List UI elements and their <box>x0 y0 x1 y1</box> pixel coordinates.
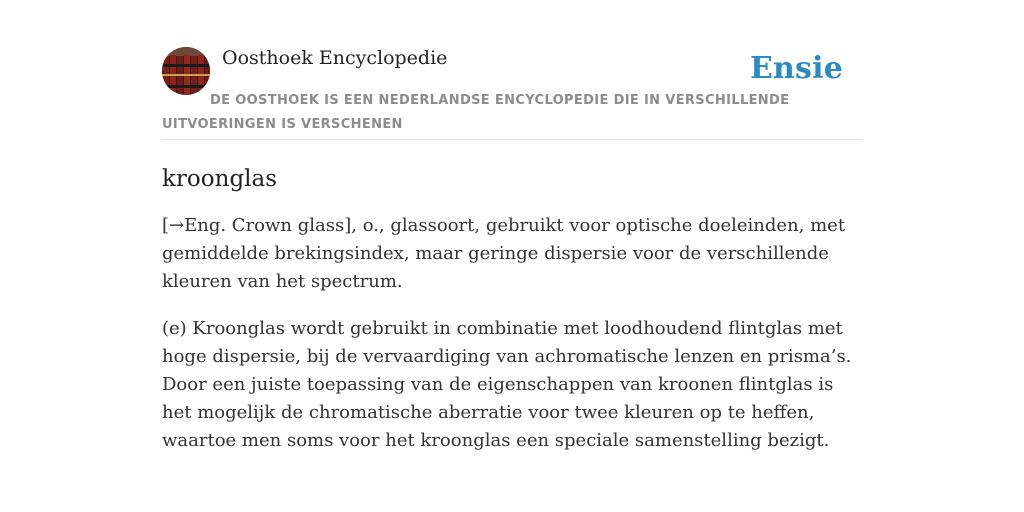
entry-content <box>162 162 862 474</box>
site-tagline: DE OOSTHOEK IS EEN NEDERLANDSE ENCYCLOPEDIE DIE IN VERSCHILLENDE UITVOERINGEN IS VERSCHENEN <box>162 93 790 132</box>
entry-paragraph: (e) Kroonglas wordt gebruikt in combinatie met loodhoudend flintglas met hoge dispersie, bij de vervaardiging van achromatische lenzen en prisma’s. Door een juiste toepassing van de eigenschappen van kroonen flintglas is het mogelijk de chromatische aberratie voor twee kleuren op te heffen, waartoe men soms voor het kroonglas een speciale samenstelling bezigt. <box>162 318 852 451</box>
brand-logo[interactable]: Ensie <box>749 51 843 86</box>
site-header <box>162 46 862 140</box>
entry-paragraph: [→Eng. Crown glass], o., glassoort, gebruikt voor optische doeleinden, met gemiddelde brekingsindex, maar geringe dispersie voor de verschillende kleuren van het spectrum. <box>162 215 846 292</box>
site-title[interactable]: Oosthoek Encyclopedie <box>222 47 448 69</box>
page-title: kroonglas <box>162 166 278 192</box>
encyclopedia-books-icon[interactable] <box>162 47 210 95</box>
